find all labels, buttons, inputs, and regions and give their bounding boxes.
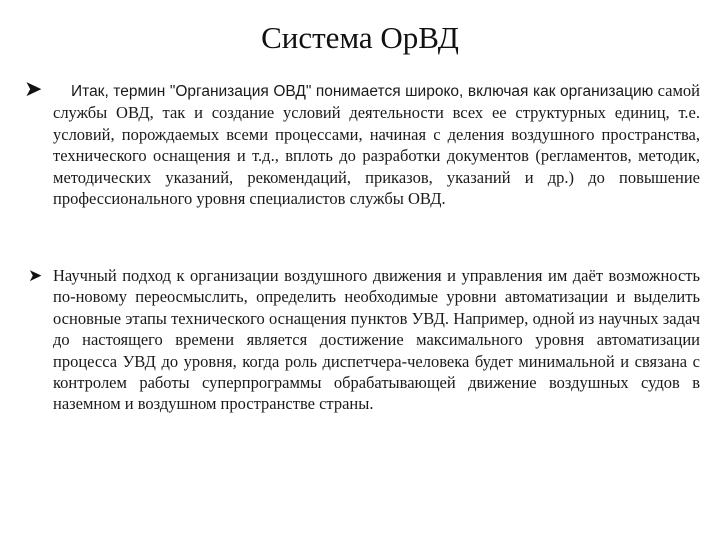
arrowhead-bullet-icon: ➤ [28, 266, 43, 286]
bullet-lead-text: Итак, термин "Организация ОВД" понимается широко, включая как организацию [71, 83, 654, 100]
bullet-item [24, 77, 700, 209]
bullet-text: Научный подход к организации воздушного движения и управления им даёт возможность по-новому переосмыслить, определить необходимые уровни автоматизации и выделить основные этапы технического оснащения пунктов УВД. Например, одной из научных задач до настоящего времени является достижение максимального уровня автоматизации процесса УВД до уровня, когда роль диспетчера-человека будет минимальной и связана с контролем работы суперпрограммы обрабатывающей движение воздушных судов в наземном и воздушном пространстве страны. [53, 266, 700, 414]
slide-title: Система ОрВД [261, 20, 459, 55]
bullet-item [24, 265, 700, 415]
bullet-text [24, 80, 700, 209]
bullet-body-text: самой службы ОВД, так и создание условий деятельности всех ее структурных единиц, т.е. условий, порождаемых всеми процессами, начиная с деления воздушного пространства, технического оснащения и т.д., вплоть до разработки документов (регламентов, методик, методических указаний, рекомендаций, приказов, указаний и др.) до повышение профессионального уровня специалистов службы ОВД. [53, 81, 700, 209]
arrowhead-bullet-icon: ➤ [24, 77, 43, 102]
